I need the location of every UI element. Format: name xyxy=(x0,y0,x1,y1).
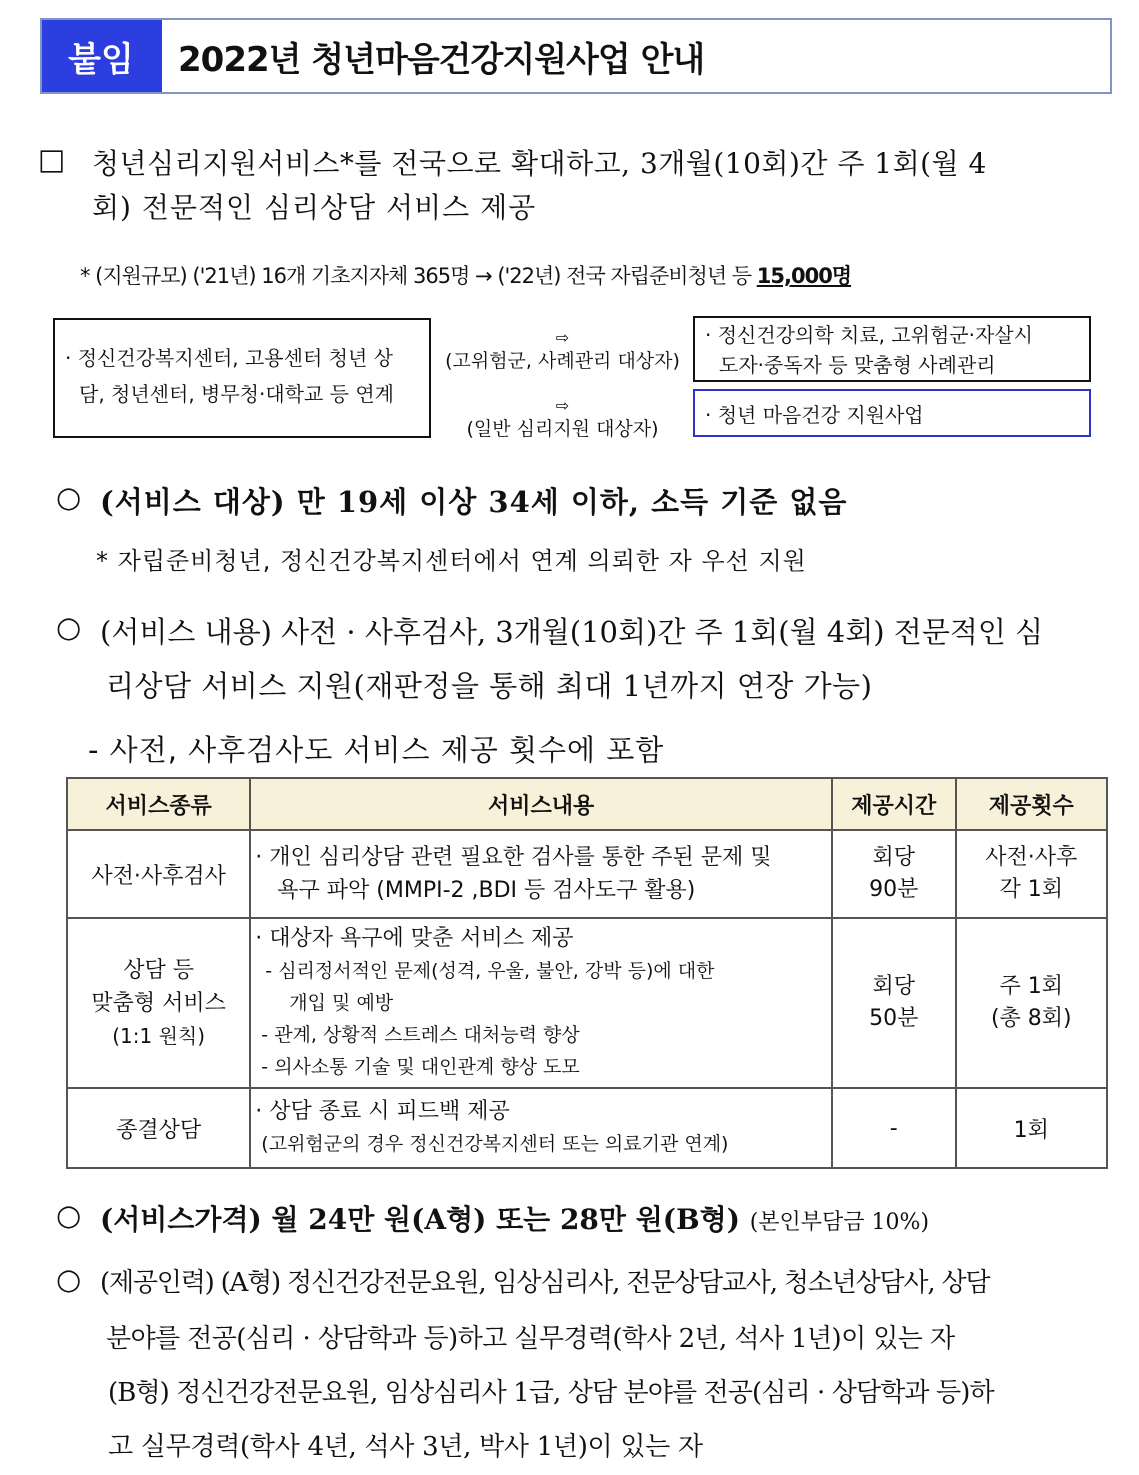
flow-right-line: · 정신건강의학 치료, 고위험군·자살시 xyxy=(705,323,1033,347)
service-content xyxy=(250,830,832,918)
service-count: 1회 xyxy=(956,1088,1107,1168)
service-content-line: · 개인 심리상담 관련 필요한 검사를 통한 주된 문제 및 xyxy=(255,845,772,870)
type-line: 상담 등 xyxy=(123,957,195,983)
attachment-tag: 붙임 xyxy=(42,20,162,92)
service-content-line: · 대상자 욕구에 맞춘 서비스 제공 xyxy=(255,926,574,951)
arrow-right-icon: ⇨ xyxy=(555,396,570,415)
bullet-icon: ○ xyxy=(56,610,82,644)
table-header: 서비스종류 xyxy=(67,778,250,830)
checkbox-icon: □ xyxy=(38,142,66,176)
service-content xyxy=(250,1088,832,1168)
time-line: 50분 xyxy=(869,1006,919,1031)
service-target-note: * 자립준비청년, 정신건강복지센터에서 연계 의뢰한 자 우선 지원 xyxy=(96,547,807,575)
bullet-icon: ○ xyxy=(56,1262,82,1296)
service-price: (서비스가격) 월 24만 원(A형) 또는 28만 원(B형) xyxy=(100,1203,750,1236)
table-row xyxy=(67,830,1107,918)
service-content-line: (고위험군의 경우 정신건강복지센터 또는 의료기관 연계) xyxy=(261,1133,729,1155)
service-time xyxy=(832,830,956,918)
flow-arrow-label: (일반 심리지원 대상자) xyxy=(466,418,659,440)
service-content-line-1: (서비스 내용) 사전 · 사후검사, 3개월(10회)간 주 1회(월 4회) 전문적인 심 xyxy=(100,615,1044,649)
bullet-icon: ○ xyxy=(56,480,82,514)
flow-right-box-1 xyxy=(693,316,1091,382)
service-content-line: - 의사소통 기술 및 대인관계 향상 도모 xyxy=(261,1056,580,1078)
service-target: (서비스 대상) 만 19세 이상 34세 이하, 소득 기준 없음 xyxy=(100,485,848,519)
service-time xyxy=(832,918,956,1088)
table-header-row xyxy=(67,778,1107,830)
staff-line-4: 고 실무경력(학사 4년, 석사 3년, 박사 1년)이 있는 자 xyxy=(108,1432,703,1462)
table-row xyxy=(67,1088,1107,1168)
flow-right-line: 도자·중독자 등 맞춤형 사례관리 xyxy=(719,353,996,377)
service-content-line-2: 리상담 서비스 지원(재판정을 통해 최대 1년까지 연장 가능) xyxy=(106,669,873,703)
service-content xyxy=(250,918,832,1088)
scale-note: * (지원규모) ('21년) 16개 기초지자체 365명 → ('22년) 전국 자립준비청년 등 xyxy=(80,264,757,288)
arrow-right-icon: ⇨ xyxy=(555,328,570,347)
service-type xyxy=(67,918,250,1088)
service-type: 종결상담 xyxy=(67,1088,250,1168)
table-header: 서비스내용 xyxy=(250,778,832,830)
scale-total: 15,000명 xyxy=(756,264,852,288)
staff-line-3: (B형) 정신건강전문요원, 임상심리사 1급, 상담 분야를 전공(심리 · 상담학과 등)하 xyxy=(108,1378,994,1408)
flow-arrow-label: (고위험군, 사례관리 대상자) xyxy=(445,350,680,372)
service-content-line: 개입 및 예방 xyxy=(289,992,394,1014)
time-line: 회당 xyxy=(872,845,916,870)
service-price-note: (본인부담금 10%) xyxy=(749,1210,930,1235)
count-line: 사전·사후 xyxy=(985,845,1078,870)
service-type: 사전·사후검사 xyxy=(67,830,250,918)
flow-arrow-1 xyxy=(440,330,685,373)
flow-left-line: 담, 청년센터, 병무청·대학교 등 연계 xyxy=(79,382,394,406)
table-row xyxy=(67,918,1107,1088)
service-content-line: 욕구 파악 (MMPI-2 ,BDI 등 검사도구 활용) xyxy=(277,878,696,903)
time-line: 회당 xyxy=(872,974,916,999)
title-header xyxy=(40,18,1112,94)
service-time: - xyxy=(832,1088,956,1168)
table-header: 제공횟수 xyxy=(956,778,1107,830)
service-count xyxy=(956,830,1107,918)
flow-right-line: · 청년 마음건강 지원사업 xyxy=(705,403,924,427)
service-content-line: - 심리정서적인 문제(성격, 우울, 불안, 강박 등)에 대한 xyxy=(265,960,715,982)
intro-line-2: 회) 전문적인 심리상담 서비스 제공 xyxy=(92,191,537,224)
service-content-line: · 상담 종료 시 피드백 제공 xyxy=(255,1099,510,1124)
staff-line-1: (제공인력) (A형) 정신건강전문요원, 임상심리사, 전문상담교사, 청소년상담사, 상담 xyxy=(100,1268,990,1298)
count-line: 각 1회 xyxy=(999,877,1064,902)
flow-left-line: · 정신건강복지센터, 고용센터 청년 상 xyxy=(65,346,393,370)
service-content-line: - 관계, 상황적 스트레스 대처능력 향상 xyxy=(261,1024,580,1046)
flow-right-box-2 xyxy=(693,389,1091,437)
service-count xyxy=(956,918,1107,1088)
page-title: 2022년 청년마음건강지원사업 안내 xyxy=(178,39,705,80)
service-content-line-3: - 사전, 사후검사도 서비스 제공 횟수에 포함 xyxy=(88,733,665,767)
count-line: (총 8회) xyxy=(990,1006,1072,1031)
type-line: 맞춤형 서비스 xyxy=(91,990,226,1016)
flow-left-box xyxy=(53,318,431,438)
service-table xyxy=(66,777,1108,1169)
table-header: 제공시간 xyxy=(832,778,956,830)
flow-arrow-2 xyxy=(440,398,685,441)
type-line: (1:1 원칙) xyxy=(112,1023,206,1048)
staff-line-2: 분야를 전공(심리 · 상담학과 등)하고 실무경력(학사 2년, 석사 1년)이 있는 자 xyxy=(106,1324,955,1354)
count-line: 주 1회 xyxy=(999,974,1064,999)
time-line: 90분 xyxy=(869,877,919,902)
intro-line-1: 청년심리지원서비스*를 전국으로 확대하고, 3개월(10회)간 주 1회(월 4 xyxy=(92,147,987,180)
bullet-icon: ○ xyxy=(56,1198,82,1232)
